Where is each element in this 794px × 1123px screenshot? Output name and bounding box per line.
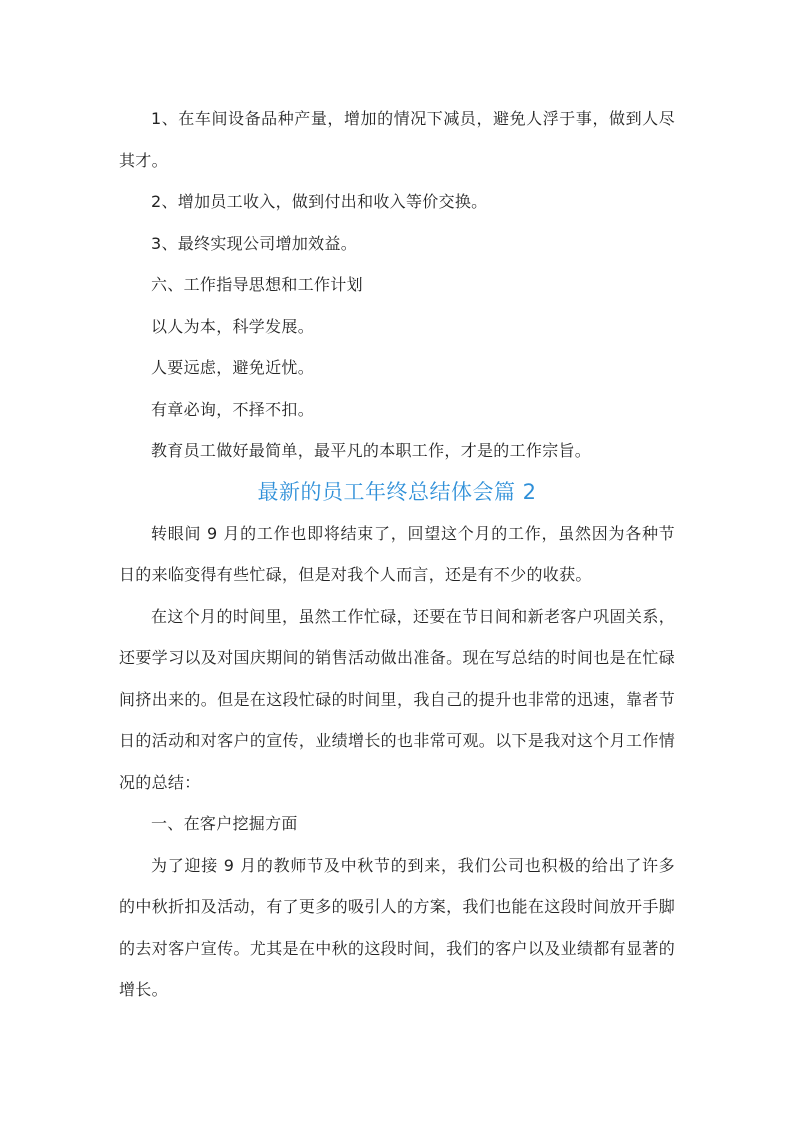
paragraph: 3、最终实现公司增加效益。 (151, 233, 358, 253)
paragraph: 1、在车间设备品种产量，增加的情况下减员，避免人浮于事，做到人尽其才。 (119, 109, 675, 170)
document-page (119, 98, 675, 1011)
paragraph: 为了迎接 9 月的教师节及中秋节的到来，我们公司也积极的给出了许多的中秋折扣及活动，有了更多的吸引人的方案，我们也能在这段时间放开手脚的去对客户宣传。尤其是在中秋的这段时间，我们的客户以及业绩都有显著的增长。 (119, 855, 675, 999)
paragraph: 在这个月的时间里，虽然工作忙碌，还要在节日间和新老客户巩固关系，还要学习以及对国庆期间的销售活动做出准备。现在写总结的时间也是在忙碌间挤出来的。但是在这段忙碌的时间里，我自己的提升也非常的迅速，靠者节日的活动和对客户的宣传，业绩增长的也非常可观。以下是我对这个月工作情况的总结： (119, 606, 675, 792)
paragraph: 有章必询，不择不扣。 (151, 399, 315, 419)
paragraph: 转眼间 9 月的工作也即将结束了，回望这个月的工作，虽然因为各种节日的来临变得有些忙碌，但是对我个人而言，还是有不少的收获。 (119, 523, 675, 584)
paragraph: 人要远虑，避免近忧。 (151, 358, 315, 377)
section-title: 最新的员工年终总结体会篇 2 (257, 479, 537, 504)
paragraph: 以人为本，科学发展。 (151, 316, 315, 336)
paragraph: 2、增加员工收入，做到付出和收入等价交换。 (151, 192, 488, 211)
paragraph: 教育员工做好最简单，最平凡的本职工作，才是的工作宗旨。 (151, 441, 592, 460)
paragraph: 一、在客户挖掘方面 (151, 814, 298, 833)
paragraph: 六、工作指导思想和工作计划 (151, 275, 363, 294)
